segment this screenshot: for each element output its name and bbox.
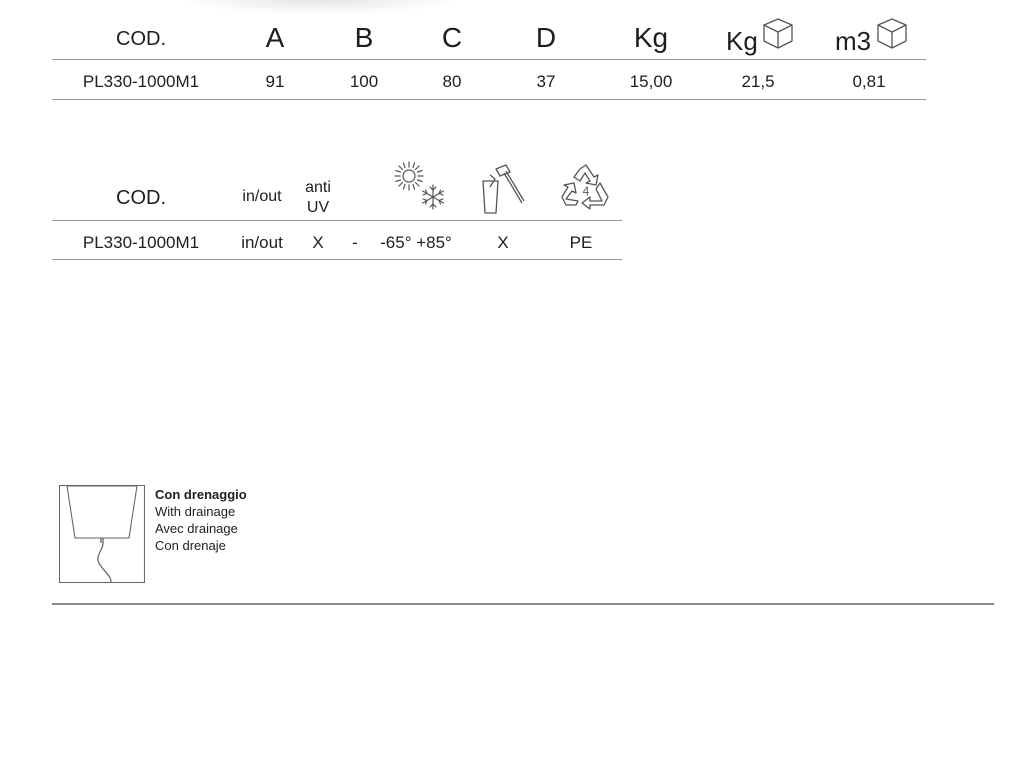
header-kg-box: Kg bbox=[726, 26, 758, 56]
cell-temperature: -65° +85° bbox=[380, 233, 452, 252]
table1-bottom-rule bbox=[52, 99, 926, 100]
drainage-title: Con drenaggio bbox=[155, 487, 247, 502]
cell-kg-box: 21,5 bbox=[741, 72, 775, 91]
hammer-glass-icon bbox=[478, 163, 530, 215]
header-m3-box: m3 bbox=[835, 26, 872, 56]
cell-anti-uv: X bbox=[312, 233, 324, 252]
box-icon bbox=[762, 17, 794, 51]
drainage-pot-icon bbox=[59, 485, 145, 583]
cell-cod: PL330-1000M1 bbox=[82, 233, 200, 252]
recycle-number: 4 bbox=[582, 184, 590, 198]
header-kg: Kg bbox=[633, 22, 669, 53]
header-anti-uv-line2: UV bbox=[306, 199, 330, 216]
cell-material: PE bbox=[569, 233, 593, 252]
cell-m3-box: 0,81 bbox=[852, 72, 886, 91]
table2-bottom-rule bbox=[52, 259, 622, 260]
recycle-4-icon bbox=[560, 163, 612, 211]
cell-c: 80 bbox=[442, 72, 462, 91]
sun-frost-icon bbox=[393, 160, 451, 214]
drainage-en: With drainage bbox=[155, 504, 236, 519]
cell-in-out: in/out bbox=[241, 233, 283, 252]
table1-header-rule bbox=[52, 59, 926, 60]
header-a: A bbox=[265, 22, 285, 53]
top-shadow bbox=[180, 0, 460, 14]
header-d: D bbox=[535, 22, 557, 53]
header-cod: COD. bbox=[116, 28, 166, 50]
footer-rule bbox=[52, 603, 994, 605]
drainage-fr: Avec drainage bbox=[155, 521, 238, 536]
header-cod: COD. bbox=[116, 187, 166, 209]
cell-kg: 15,00 bbox=[629, 72, 673, 91]
drainage-es: Con drenaje bbox=[155, 538, 226, 553]
header-c: C bbox=[441, 22, 463, 53]
header-in-out: in/out bbox=[242, 188, 282, 205]
cell-a: 91 bbox=[265, 72, 285, 91]
cell-b: 100 bbox=[349, 72, 379, 91]
cell-dash: - bbox=[352, 233, 358, 252]
cell-cod: PL330-1000M1 bbox=[82, 72, 200, 91]
cell-impact: X bbox=[497, 233, 509, 252]
header-b: B bbox=[354, 22, 374, 53]
box-icon bbox=[876, 17, 908, 51]
table2-header-rule bbox=[52, 220, 622, 221]
cell-d: 37 bbox=[536, 72, 556, 91]
header-anti-uv-line1: anti bbox=[305, 179, 331, 196]
